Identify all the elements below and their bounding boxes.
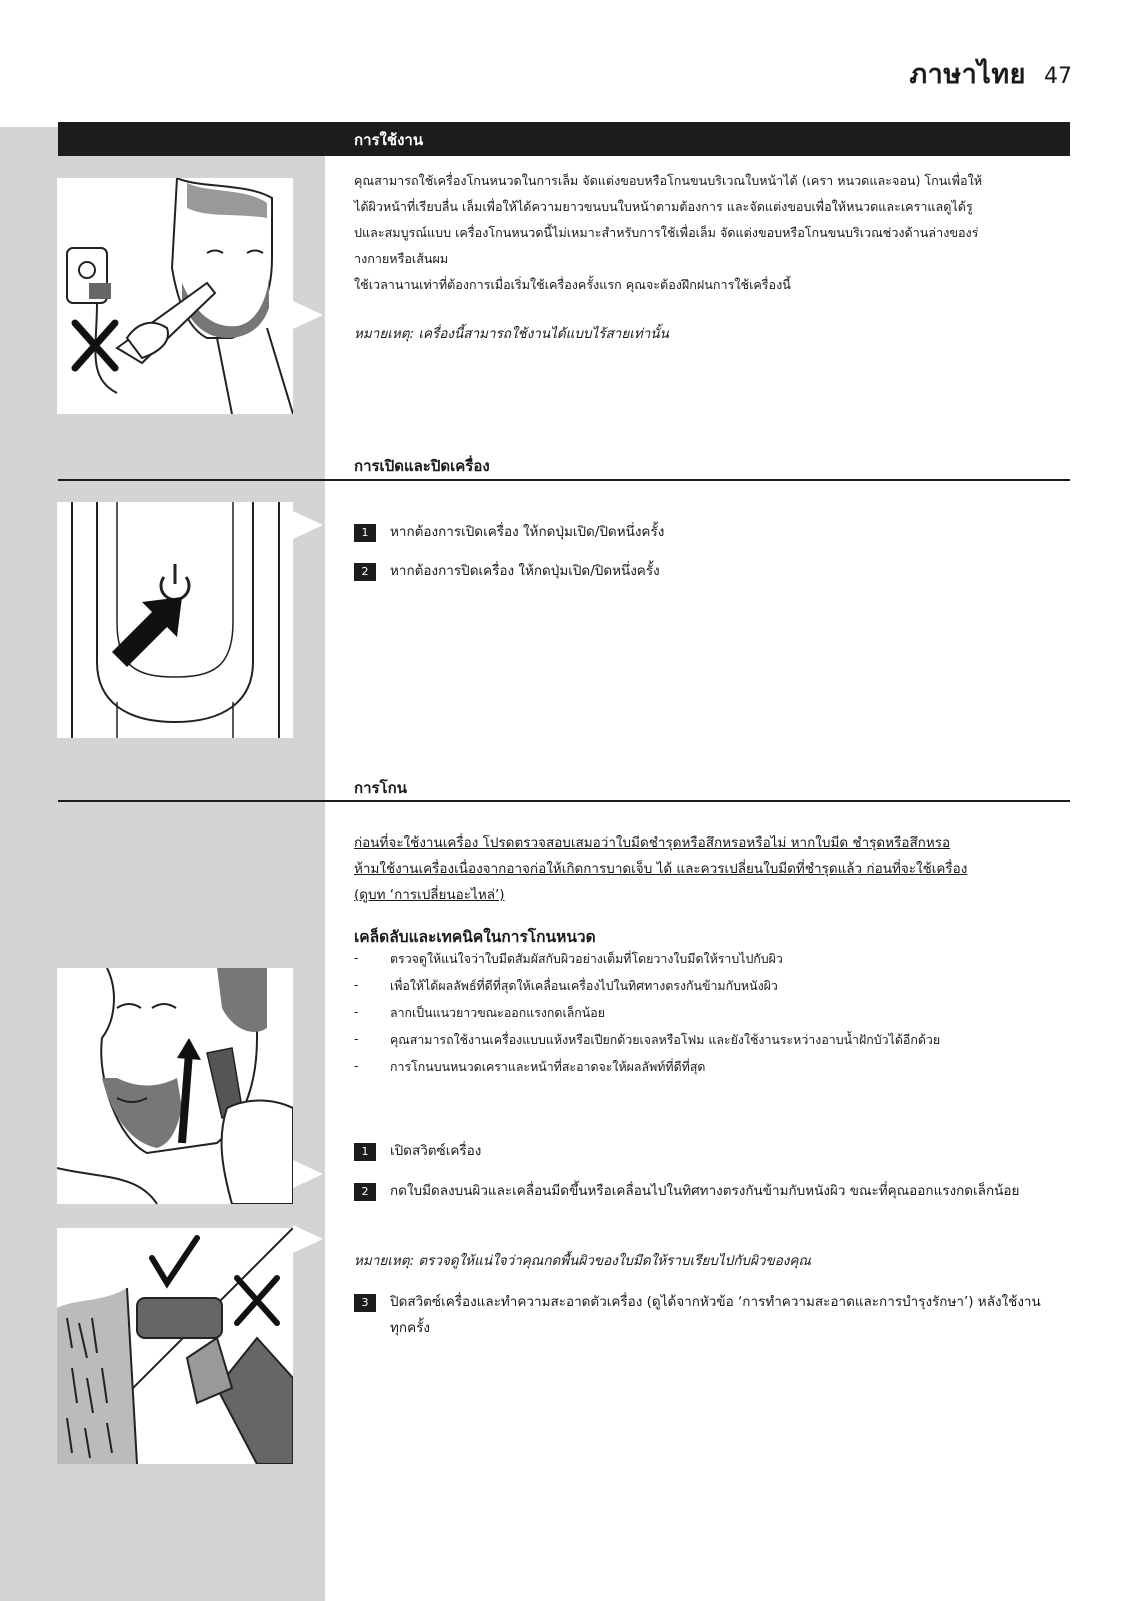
image-pointer <box>293 1160 323 1188</box>
power-step <box>354 519 1074 545</box>
image-pointer <box>293 301 323 329</box>
illustration-shaving-direction <box>57 968 293 1204</box>
usage-note: หมายเหตุ: เครื่องนี้สามารถใช้งานได้แบบไร้สายเท่านั้น <box>354 326 669 342</box>
page-number: 47 <box>1044 64 1072 89</box>
section-title-shaving: การโกน <box>354 779 407 797</box>
tip-item: - คุณสามารถใช้งานเครื่องแบบแห้งหรือเปียกด้วยเจลหรือโฟม และยังใช้งานระหว่างอาบน้ำฝักบัวได้อีกด้วย <box>354 1031 940 1058</box>
power-step <box>354 558 1074 584</box>
tip-item: - เพื่อให้ได้ผลลัพธ์ที่ดีที่สุดให้เคลื่อนเครื่องไปในทิศทางตรงกันข้ามกับหนังผิว <box>354 977 940 1004</box>
step-number: 2 <box>354 563 376 581</box>
section-rule <box>58 479 1070 481</box>
image-pointer <box>293 1225 323 1253</box>
step-text: เปิดสวิตซ์เครื่อง <box>390 1143 482 1159</box>
step-text: หากต้องการปิดเครื่อง ให้กดปุ่มเปิด/ปิดหนึ่งครั้ง <box>390 563 660 579</box>
shaving-step <box>354 1289 1054 1341</box>
page-header <box>909 52 1072 95</box>
shaving-step <box>354 1138 1074 1164</box>
shaving-step <box>354 1178 1064 1204</box>
illustration-cordless-only <box>57 178 293 414</box>
usage-line: ได้ผิวหน้าที่เรียบลื่น เล็มเพื่อให้ได้ความยาวขนบนใบหน้าตามต้องการ และจัดแต่งขอบเพื่อให้หนวดและเคราแลดูได้รู <box>354 199 973 214</box>
usage-line: ปและสมบูรณ์แบบ เครื่องโกนหนวดนี้ไม่เหมาะสำหรับการใช้เพื่อเล็ม จัดแต่งขอบหรือโกนขนบริเวณช่วงด้านล่างของร่ <box>354 225 979 240</box>
step-number: 2 <box>354 1183 376 1201</box>
step-text: ปิดสวิตซ์เครื่องและทำความสะอาดตัวเครื่อง (ดูได้จากหัวข้อ ‘การทำความสะอาดและการบำรุงรักษา’) หลังใช้งานทุกครั้ง <box>390 1294 1041 1336</box>
section-title-power: การเปิดและปิดเครื่อง <box>354 457 490 475</box>
step-number: 3 <box>354 1294 376 1312</box>
warning-line: ห้ามใช้งานเครื่องเนื่องจากอาจก่อให้เกิดการบาดเจ็บ ได้ และควรเปลี่ยนใบมีดที่ชำรุดแล้ว ก่อนที่จะใช้เครื่อง <box>354 861 968 877</box>
step-number: 1 <box>354 524 376 542</box>
warning-line: (ดูบท ‘การเปลี่ยนอะไหล่’) <box>354 887 505 903</box>
step-text: กดใบมีดลงบนผิวและเคลื่อนมีดขึ้นหรือเคลื่อนไปในทิศทางตรงกันข้ามกับหนังผิว ขณะที่คุณออกแรงกดเล็กน้อย <box>390 1183 1020 1199</box>
usage-paragraph <box>354 168 1034 298</box>
illustration-power-button <box>57 502 293 738</box>
step-text: หากต้องการเปิดเครื่อง ให้กดปุ่มเปิด/ปิดหนึ่งครั้ง <box>390 524 665 540</box>
illustration-blade-angle <box>57 1228 293 1464</box>
section-bar-usage <box>58 122 1070 156</box>
tip-item: - ลากเป็นแนวยาวขณะออกแรงกดเล็กน้อย <box>354 1004 940 1031</box>
shaving-note: หมายเหตุ: ตรวจดูให้แน่ใจว่าคุณกดพื้นผิวของใบมีดให้ราบเรียบไปกับผิวของคุณ <box>354 1253 811 1269</box>
warning-line: ก่อนที่จะใช้งานเครื่อง โปรดตรวจสอบเสมอว่าใบมีดชำรุดหรือสึกหรอหรือไม่ หากใบมีด ชำรุดหรือสึกหรอ <box>354 835 951 851</box>
usage-line: คุณสามารถใช้เครื่องโกนหนวดในการเล็ม จัดแต่งขอบหรือโกนขนบริเวณใบหน้าได้ (เครา หนวดและจอน) โกนเพื่อให้ <box>354 173 983 188</box>
step-number: 1 <box>354 1143 376 1161</box>
tip-item: - การโกนบนหนวดเคราและหน้าที่สะอาดจะให้ผลลัพท์ที่ดีที่สุด <box>354 1058 940 1085</box>
tips-list <box>354 950 940 1085</box>
tip-item: - ตรวจดูให้แน่ใจว่าใบมีดสัมผัสกับผิวอย่างเต็มที่โดยวางใบมีดให้ราบไปกับผิว <box>354 950 940 977</box>
language-title: ภาษาไทย <box>909 59 1026 90</box>
section-title-usage: การใช้งาน <box>354 131 424 149</box>
image-pointer <box>293 511 323 539</box>
usage-line: างกายหรือเส้นผม <box>354 251 449 266</box>
usage-line: ใช้เวลานานเท่าที่ต้องการเมื่อเริ่มใช้เครื่องครั้งแรก คุณจะต้องฝึกฝนการใช้เครื่องนี้ <box>354 277 791 292</box>
section-rule <box>58 800 1070 802</box>
shaving-warning <box>354 830 1044 908</box>
tips-title: เคล็ดลับและเทคนิคในการโกนหนวด <box>354 928 596 946</box>
